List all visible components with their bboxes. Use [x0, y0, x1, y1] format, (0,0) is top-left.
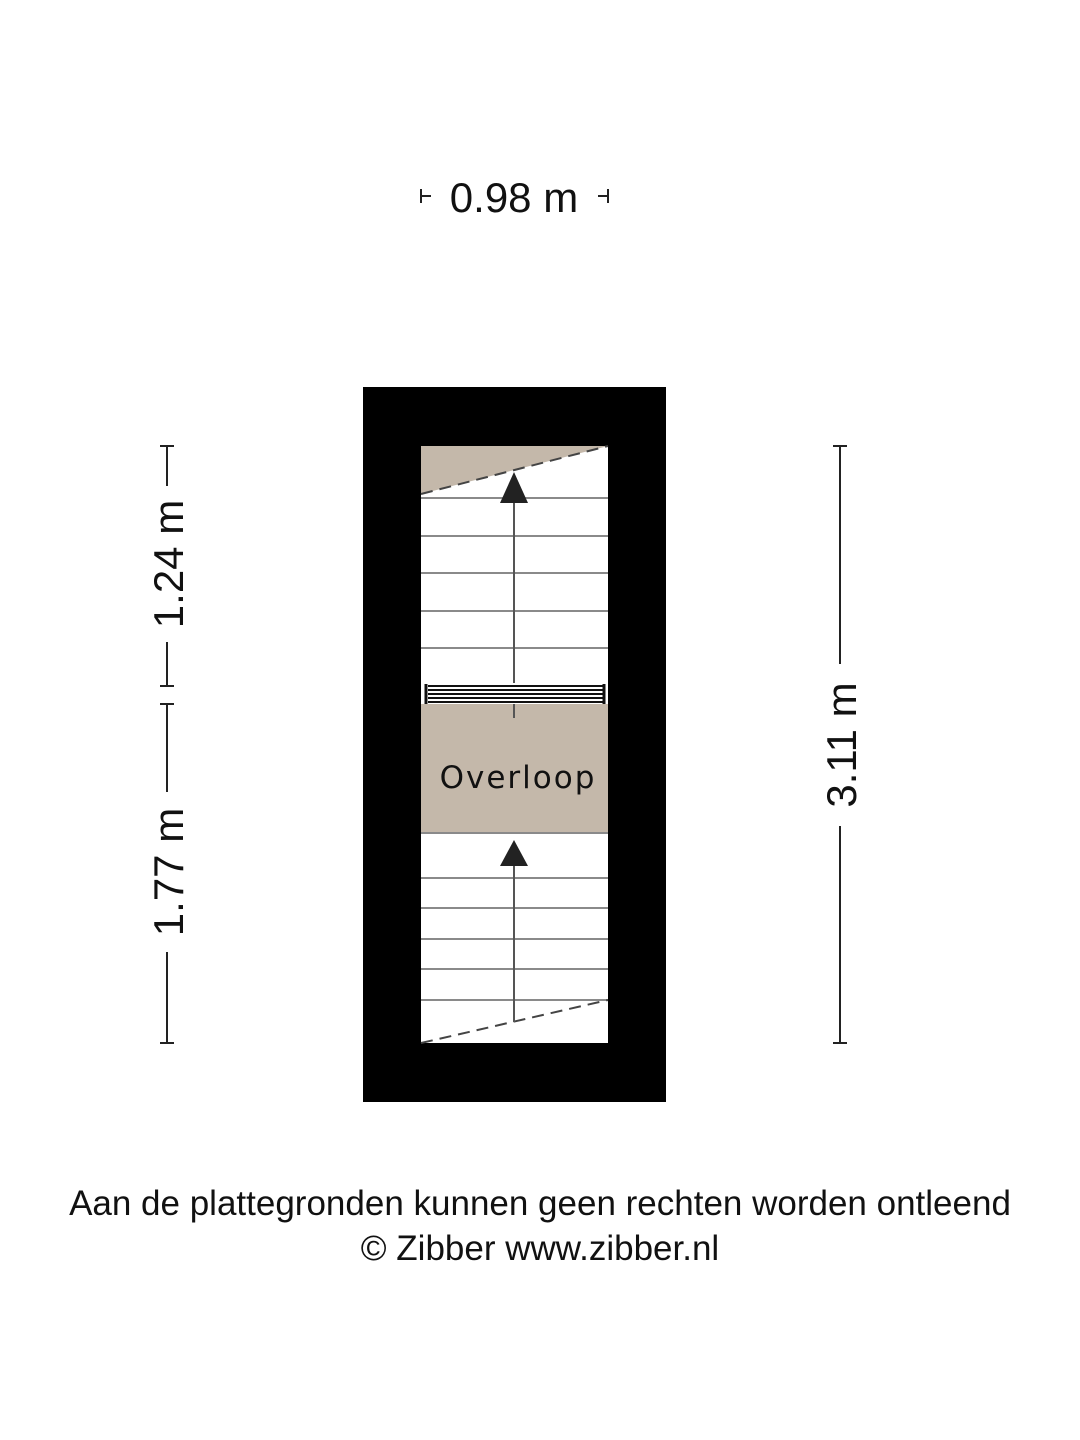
- copyright-text: © Zibber www.zibber.nl: [360, 1229, 720, 1268]
- disclaimer-text: Aan de plattegronden kunnen geen rechten worden ontleend: [69, 1184, 1011, 1223]
- stair-railing: [421, 683, 608, 704]
- lower-stair-flight: [421, 833, 608, 1043]
- upper-stair-flight: [421, 446, 608, 718]
- dimension-total-right-label: 3.11 m: [818, 682, 865, 808]
- dimension-lower-left-label: 1.77 m: [145, 807, 192, 937]
- dimension-top-width-label: 0.98 m: [449, 174, 579, 221]
- dimension-upper-left-label: 1.24 m: [145, 499, 192, 629]
- room-label: Overloop: [439, 760, 597, 796]
